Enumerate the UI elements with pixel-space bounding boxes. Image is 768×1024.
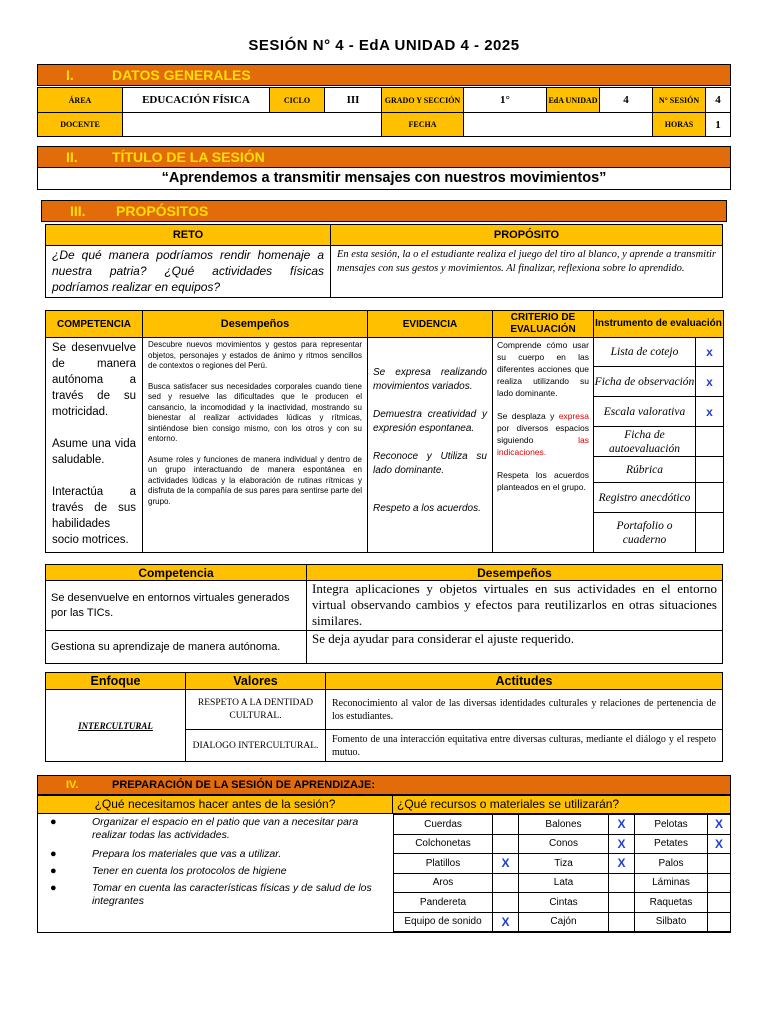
resource-name: Pelotas bbox=[635, 815, 708, 835]
actitud-cell: Reconocimiento al valor de las diversas identidades culturales y relaciones de pertenencia de los estudiantes. bbox=[326, 690, 723, 730]
resource-name: Láminas bbox=[635, 873, 708, 893]
instrumento-mark: x bbox=[696, 397, 724, 427]
reto-header: RETO bbox=[46, 225, 331, 246]
before-item-text: Organizar el espacio en el patio que van a necesitar para realizar todas las actividades. bbox=[92, 816, 359, 841]
docente-value bbox=[123, 113, 382, 137]
tic-competencia-cell: Se desenvuelve en entornos virtuales generados por las TICs. bbox=[46, 581, 307, 631]
resource-mark bbox=[493, 834, 519, 854]
instrumento-mark bbox=[696, 483, 724, 513]
competencia-item: Se desenvuelve de manera autónoma a través de su motricidad. bbox=[52, 342, 136, 418]
resource-name: Lata bbox=[519, 873, 609, 893]
enfoque-value: INTERCULTURAL bbox=[46, 690, 186, 762]
resources-row bbox=[394, 854, 731, 874]
criterio-highlight: expresa bbox=[558, 411, 589, 421]
criterio-highlight: las indicaciones. bbox=[497, 435, 589, 457]
sesion-value: 4 bbox=[706, 88, 731, 113]
competencia-item: Interactúa a través de sus habilidades socio motrices. bbox=[52, 486, 136, 546]
section-label: PREPARACIÓN DE LA SESIÓN DE APRENDIZAJE: bbox=[112, 779, 376, 791]
resource-mark: X bbox=[609, 815, 635, 835]
instrumento-mark: x bbox=[696, 367, 724, 397]
resource-name: Cajón bbox=[519, 912, 609, 932]
resource-name: Platillos bbox=[394, 854, 493, 874]
resource-mark bbox=[708, 873, 731, 893]
reto-text: ¿De qué manera podríamos rendir homenaje a nuestra patria? ¿Qué actividades físicas podríamos realizar en equipos? bbox=[46, 246, 331, 298]
section-label: PROPÓSITOS bbox=[116, 203, 209, 219]
evidencia-item: Se expresa realizando movimientos variados. bbox=[373, 367, 487, 392]
fecha-label: FECHA bbox=[382, 113, 464, 137]
resources-row bbox=[394, 815, 731, 835]
tic-desempeno-cell: Se deja ayudar para considerar el ajuste requerido. bbox=[307, 631, 723, 664]
resource-mark bbox=[708, 893, 731, 913]
resource-mark: X bbox=[609, 854, 635, 874]
instrumento-mark: x bbox=[696, 338, 724, 367]
competencia-item: Asume una vida saludable. bbox=[52, 438, 136, 466]
actitudes-header: Actitudes bbox=[326, 673, 723, 690]
evidencias-cell bbox=[368, 338, 493, 553]
instrumento-name: Registro anecdótico bbox=[594, 483, 696, 513]
tic-competencia-cell: Gestiona su aprendizaje de manera autónoma. bbox=[46, 631, 307, 664]
instrumento-name: Ficha de autoevaluación bbox=[594, 427, 696, 457]
section-label: DATOS GENERALES bbox=[112, 67, 251, 83]
before-item bbox=[42, 848, 387, 861]
competencia-header: COMPETENCIA bbox=[46, 311, 143, 338]
criterio-text: Se desplaza y bbox=[497, 411, 555, 421]
resource-name: Tiza bbox=[519, 854, 609, 874]
criterio-item: Comprende cómo usar su cuerpo en las diferentes acciones que realiza utilizando su lado dominante. bbox=[497, 340, 589, 398]
section-propositos-header bbox=[41, 200, 727, 222]
evidencia-header: EVIDENCIA bbox=[368, 311, 493, 338]
section-number: II. bbox=[66, 149, 78, 165]
criterio-text: por diversos espacios siguiendo bbox=[497, 423, 589, 445]
enfoque-table bbox=[45, 672, 723, 762]
instrumento-name: Lista de cotejo bbox=[594, 338, 696, 367]
instrumento-name: Rúbrica bbox=[594, 457, 696, 483]
eda-label: EdA UNIDAD bbox=[547, 88, 600, 113]
section-number: IV. bbox=[66, 779, 79, 791]
before-item-text: Prepara los materiales que vas a utilizar. bbox=[92, 848, 282, 860]
instrumento-mark bbox=[696, 457, 724, 483]
horas-value: 1 bbox=[706, 113, 731, 137]
resource-mark bbox=[493, 873, 519, 893]
preparacion-box bbox=[37, 795, 731, 933]
criterio-header: CRITERIO DE EVALUACIÓN bbox=[493, 311, 594, 338]
proposito-header: PROPÓSITO bbox=[331, 225, 723, 246]
tic-desempeno-cell: Integra aplicaciones y objetos virtuales en sus actividades en el entorno virtual observando cambios y efectos para reutilizarlos en otras situaciones similares. bbox=[307, 581, 723, 631]
before-header: ¿Qué necesitamos hacer antes de la sesión? bbox=[38, 796, 393, 814]
resource-mark bbox=[708, 854, 731, 874]
instrumento-name: Portafolio o cuaderno bbox=[594, 513, 696, 553]
evidencia-item: Reconoce y Utiliza su lado dominante. bbox=[373, 451, 487, 476]
proposito-text: En esta sesión, la o el estudiante realiza el juego del tiro al blanco, y aprende a transmitir mensajes con sus gestos y movimientos. Al finalizar, reflexiona sobre lo aprendido. bbox=[331, 246, 723, 298]
resource-name: Palos bbox=[635, 854, 708, 874]
resource-name: Cintas bbox=[519, 893, 609, 913]
datos-generales-table bbox=[37, 87, 731, 137]
docente-label: DOCENTE bbox=[38, 113, 123, 137]
resources-header: ¿Qué recursos o materiales se utilizarán? bbox=[393, 796, 730, 814]
resources-row bbox=[394, 834, 731, 854]
resource-mark bbox=[609, 912, 635, 932]
instrumento-header: Instrumento de evaluación bbox=[594, 311, 724, 338]
valores-header: Valores bbox=[186, 673, 326, 690]
tic-competencias-table bbox=[45, 564, 723, 664]
reto-proposito-table bbox=[45, 224, 723, 298]
grado-label: GRADO Y SECCIÓN bbox=[382, 88, 464, 113]
area-label: ÁREA bbox=[38, 88, 123, 113]
resource-name: Pandereta bbox=[394, 893, 493, 913]
desempeno-item: Asume roles y funciones de manera individual y dentro de un grupo interactuando de manera espontánea en actividades lúdicas y la elaboración de rutinas rítmicas y disfruta de la compañía de sus pares para sentirse parte del grupo. bbox=[148, 454, 362, 506]
tic-competencia-header: Competencia bbox=[46, 565, 307, 581]
resource-name: Silbato bbox=[635, 912, 708, 932]
resource-mark: X bbox=[708, 834, 731, 854]
resource-name: Conos bbox=[519, 834, 609, 854]
section-number: III. bbox=[70, 203, 86, 219]
resource-mark: X bbox=[708, 815, 731, 835]
instrumento-name: Escala valorativa bbox=[594, 397, 696, 427]
enfoque-header: Enfoque bbox=[46, 673, 186, 690]
section-preparacion-header bbox=[37, 775, 731, 795]
resource-mark bbox=[708, 912, 731, 932]
evidencia-item: Demuestra creatividad y expresión espontanea. bbox=[373, 409, 487, 434]
resource-mark bbox=[609, 873, 635, 893]
desempeno-item: Descubre nuevos movimientos y gestos para representar objetos, personajes y estados de ánimo y ritmos sencillos de contextos o regiones del Perú. bbox=[148, 340, 362, 370]
sesion-label: N° SESIÓN bbox=[653, 88, 706, 113]
desempenos-header: Desempeños bbox=[143, 311, 368, 338]
page-title: SESIÓN N° 4 - EdA UNIDAD 4 - 2025 bbox=[248, 37, 520, 54]
eda-value: 4 bbox=[600, 88, 653, 113]
resources-table bbox=[393, 814, 731, 932]
before-item-text: Tener en cuenta los protocolos de higiene bbox=[92, 865, 287, 877]
section-number: I. bbox=[66, 67, 74, 83]
desempeno-item: Busca satisfacer sus necesidades corporales cuando tiene sed y resuelve las dificultades que le producen el cansancio, la incomodidad y la inactividad, mostrando su bienestar al realizar actividades lúdicas y rítmicas, sintiéndose bien consigo mismo, con los otros y con su entorno. bbox=[148, 381, 362, 443]
competencias-cell bbox=[46, 338, 143, 553]
before-item bbox=[42, 882, 387, 908]
desempenos-cell bbox=[143, 338, 368, 553]
before-list bbox=[42, 816, 387, 908]
resource-mark bbox=[493, 815, 519, 835]
resource-name: Colchonetas bbox=[394, 834, 493, 854]
resource-name: Balones bbox=[519, 815, 609, 835]
resource-name: Petates bbox=[635, 834, 708, 854]
evidencia-item: Respeto a los acuerdos. bbox=[373, 503, 481, 514]
competencias-table bbox=[45, 310, 724, 553]
horas-label: HORAS bbox=[653, 113, 706, 137]
grado-value: 1° bbox=[464, 88, 547, 113]
instrumento-mark bbox=[696, 513, 724, 553]
resource-mark: X bbox=[609, 834, 635, 854]
criterio-item bbox=[497, 410, 589, 458]
valor-cell: DIALOGO INTERCULTURAL. bbox=[186, 730, 326, 762]
resources-row bbox=[394, 912, 731, 932]
criterios-cell bbox=[493, 338, 594, 553]
resources-row bbox=[394, 893, 731, 913]
valor-cell: RESPETO A LA DENTIDAD CULTURAL. bbox=[186, 690, 326, 730]
section-label: TÍTULO DE LA SESIÓN bbox=[112, 149, 265, 165]
section-datos-generales-header bbox=[37, 64, 731, 86]
instrumento-name: Ficha de observación bbox=[594, 367, 696, 397]
resource-mark bbox=[609, 893, 635, 913]
criterio-item: Respeta los acuerdos planteados en el grupo. bbox=[497, 470, 589, 492]
resource-mark: X bbox=[493, 854, 519, 874]
before-item bbox=[42, 865, 387, 878]
before-item bbox=[42, 816, 387, 842]
resources-row bbox=[394, 873, 731, 893]
fecha-value bbox=[464, 113, 653, 137]
section-titulo-header bbox=[37, 146, 731, 168]
tic-desempenos-header: Desempeños bbox=[307, 565, 723, 581]
ciclo-value: III bbox=[325, 88, 382, 113]
resource-mark: X bbox=[493, 912, 519, 932]
session-title: “Aprendemos a transmitir mensajes con nuestros movimientos” bbox=[37, 167, 731, 190]
resource-mark bbox=[493, 893, 519, 913]
resource-name: Cuerdas bbox=[394, 815, 493, 835]
resource-name: Equipo de sonido bbox=[394, 912, 493, 932]
resource-name: Raquetas bbox=[635, 893, 708, 913]
resource-name: Aros bbox=[394, 873, 493, 893]
instrumento-mark bbox=[696, 427, 724, 457]
ciclo-label: CICLO bbox=[270, 88, 325, 113]
area-value: EDUCACIÓN FÍSICA bbox=[123, 88, 270, 113]
before-item-text: Tomar en cuenta las características físicas y de salud de los integrantes bbox=[92, 882, 372, 907]
actitud-cell: Fomento de una interacción equitativa entre diversas culturas, mediante el diálogo y el respeto mutuo. bbox=[326, 730, 723, 762]
